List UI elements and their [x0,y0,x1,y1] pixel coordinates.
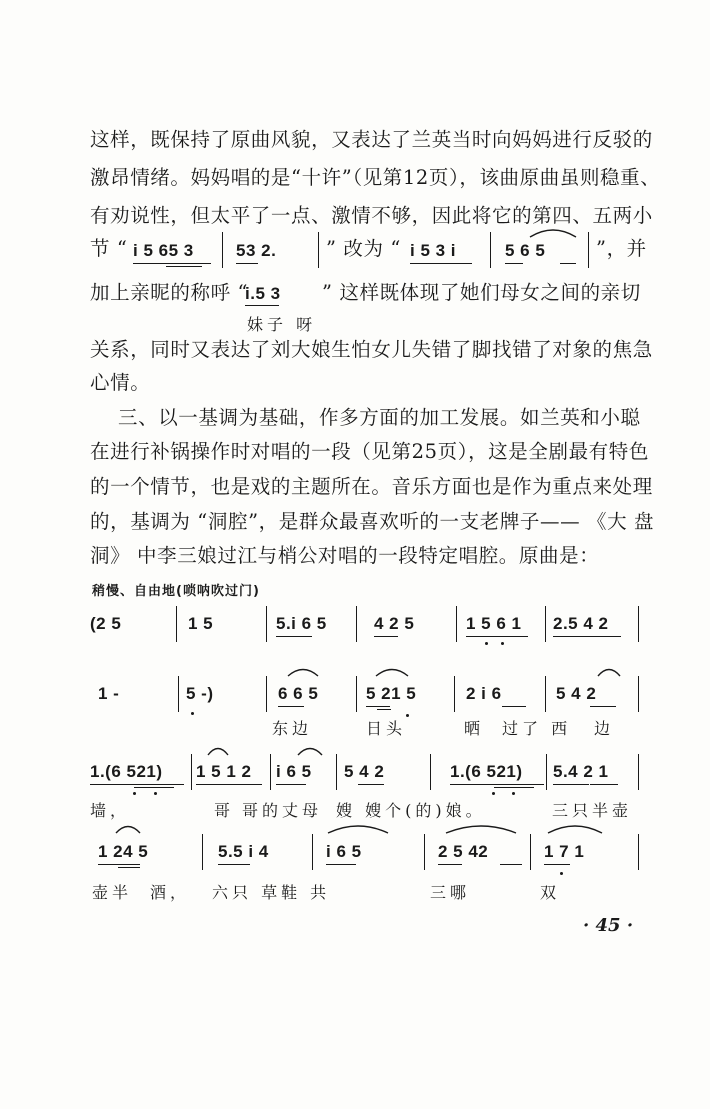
underline [553,784,589,785]
underline [196,784,262,785]
barline [318,232,319,268]
underline [374,636,398,637]
lyric-call: 妹子 呀 [247,315,317,334]
measure: 5 4 2 [344,762,385,781]
underline [466,636,528,637]
barline [356,676,357,712]
underline [118,867,140,868]
measure: 2 5 42 [438,842,489,861]
underline [98,864,140,865]
measure: 1 5 1 2 [196,762,252,781]
underline [218,864,250,865]
slur [206,744,230,756]
slur [528,226,578,238]
octave-dot [512,792,515,795]
text-line-12: 洞》 中李三娘过江与梢公对唱的一段特定唱腔。原曲是： [90,544,600,567]
measure: (2 5 [90,614,122,633]
text-line-2: 激昂情绪。妈妈唱的是“十许”（见第12页），该曲原曲虽则稳重、 [90,166,661,189]
lyric: 过了 西 [502,719,572,738]
barline [312,834,313,870]
underline [366,706,390,707]
line5-prefix: 加上亲昵的称呼 “ [90,281,249,304]
underline [326,864,356,865]
lyric: 哥 [214,801,235,820]
lyric: 嫂 嫂个(的)娘。 [336,801,486,820]
lyric: 边 [594,719,615,738]
measure: i 6 5 [326,842,362,861]
measure: 5 21 5 [366,684,417,703]
measure: 6 6 5 [278,684,319,703]
text-line-11: 的，基调为 “洞腔”，是群众最喜欢听的一支老牌子—— 《大 盘 [90,510,655,533]
measure: 5.i 6 5 [276,614,327,633]
underline [90,784,184,785]
notation-seg2-b: 5 6 5 [505,241,546,260]
slur [326,822,390,834]
lyric: 三只半壶 [552,801,633,820]
underline [410,263,472,264]
underline [134,787,174,788]
octave-dot [154,792,157,795]
measure: 4 2 5 [374,614,415,633]
measure: 2 i 6 [466,684,502,703]
barline [530,834,531,870]
underline [276,636,312,637]
underline [245,305,279,306]
slur [444,822,518,834]
barline [545,676,546,712]
underline [166,266,202,267]
measure: 1 5 [188,614,214,633]
lyric: 六只 草鞋 共 [212,883,331,902]
barline [356,606,357,642]
measure: 1.(6 521) [90,762,163,781]
barline [336,754,337,790]
octave-dot [492,792,495,795]
barline [266,606,267,642]
octave-dot [133,792,136,795]
text-line-6: 关系，同时又表达了刘大娘生怕女儿失错了脚找错了对象的焦急 [90,338,653,361]
slur [114,822,142,834]
barline [546,754,547,790]
text-line-8: 三、以一基调为基础，作多方面的加工发展。如兰英和小聪 [118,406,641,429]
underline [377,709,391,710]
measure: 1 7 1 [544,842,585,861]
underline [438,864,462,865]
barline [454,676,455,712]
text-line-1: 这样，既保持了原曲风貌，又表达了兰英当时向妈妈进行反驳的 [90,128,653,151]
measure: 2.5 4 2 [553,614,609,633]
text-line-10: 的一个情节，也是戏的主题所在。音乐方面也是作为重点来处理 [90,475,653,498]
barline [430,754,431,790]
underline [276,784,306,785]
line4-suffix: ”，并 [596,237,647,260]
barline [270,754,271,790]
barline [638,676,639,712]
barline [191,754,192,790]
measure: 5.5 i 4 [218,842,269,861]
barline [456,606,457,642]
text-line-7: 心情。 [90,371,151,394]
lyric: 墙， [90,801,131,820]
measure: 1 5 6 1 [466,614,522,633]
underline [544,864,570,865]
barline [222,232,223,268]
line5-suffix: ” 这样既体现了她们母女之间的亲切 [322,281,641,304]
slur [596,665,622,677]
barline [638,754,639,790]
notation-seg2-a: i 5 3 i [410,241,457,260]
measure: i 6 5 [276,762,312,781]
underline [500,864,522,865]
line4-prefix: 节 “ [90,237,128,260]
lyric: 酒， [150,883,191,902]
notation-call: i.5 3 [245,284,281,303]
lyric: 双 [540,883,561,902]
measure: 5 4 2 [556,684,597,703]
barline [490,232,491,268]
lyric: 三哪 [430,883,471,902]
measure: 5.4 2 1 [553,762,609,781]
text-line-3: 有劝说性，但太平了一点、激情不够，因此将它的第四、五两小 [90,204,653,227]
lyric: 晒 [464,719,485,738]
lyric: 日头 [366,719,407,738]
tempo-marking: 稍慢、自由地(唢呐吹过门) [92,584,260,599]
underline [590,784,618,785]
underline [560,263,576,264]
underline [278,706,304,707]
octave-dot [485,642,488,645]
octave-dot [406,714,409,717]
lyric: 哥的丈母 [242,801,323,820]
barline [588,232,589,268]
measure: 1.(6 521) [450,762,523,781]
line4-mid: ” 改为 “ [326,237,401,260]
barline [424,834,425,870]
measure: 1 - [98,684,120,703]
lyric: 壶半 [92,883,133,902]
slur [546,822,604,834]
underline [502,706,526,707]
barline [545,606,546,642]
underline [450,784,544,785]
page-number: · 45 · [583,915,634,936]
underline [590,706,616,707]
underline [133,263,211,264]
text-line-9: 在进行补锅操作时对唱的一段（见第25页），这是全剧最有特色 [90,440,649,463]
slur [286,665,320,677]
notation-seg1-b: 53 2. [236,241,277,260]
barline [178,676,179,712]
lyric: 东边 [272,719,313,738]
octave-dot [191,712,194,715]
measure: 5 -) [186,684,214,703]
octave-dot [501,642,504,645]
underline [505,263,523,264]
barline [202,834,203,870]
underline [358,784,384,785]
underline [236,263,258,264]
underline [553,636,621,637]
slur [296,744,324,756]
measure: 1 24 5 [98,842,149,861]
barline [266,676,267,712]
barline [638,606,639,642]
barline [176,606,177,642]
underline [494,787,534,788]
barline [638,834,639,870]
notation-seg1-a: i 5 65 3 [133,241,194,260]
slur [374,665,410,677]
octave-dot [560,872,563,875]
